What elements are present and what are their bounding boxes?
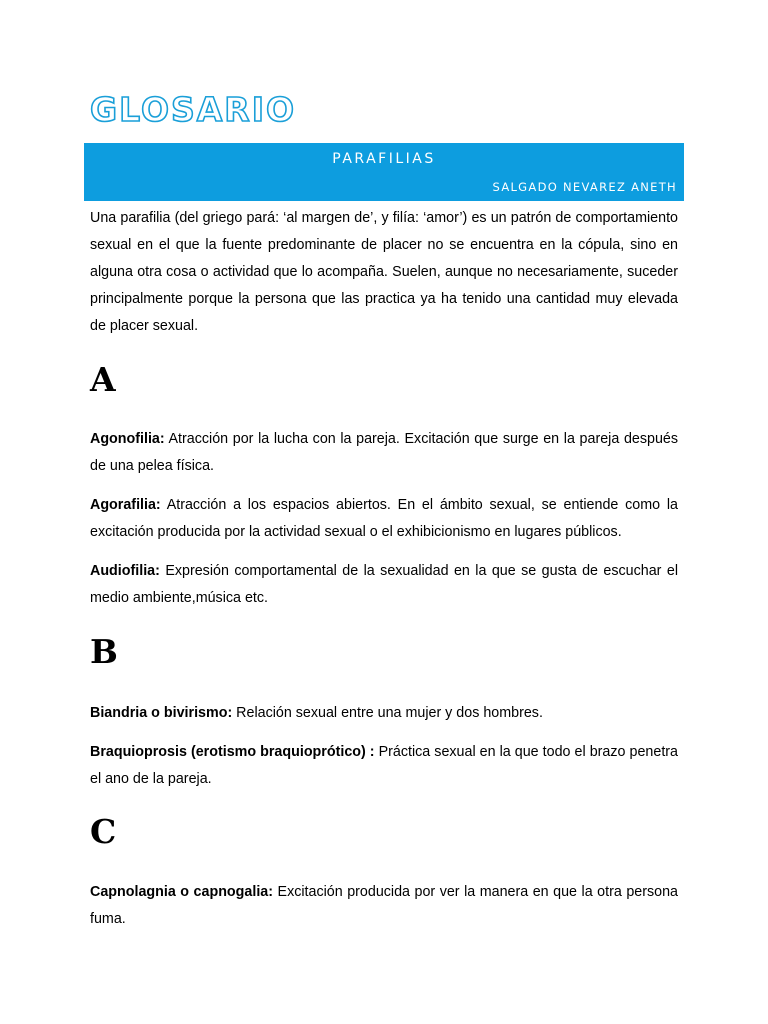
glossary-entry xyxy=(90,558,678,612)
entry-definition: Expresión comportamental de la sexualidad en la que se gusta de escuchar el medio ambiente,música etc. xyxy=(90,563,678,606)
section-letter-b: B xyxy=(90,632,118,671)
document-title: GLOSARIO xyxy=(90,90,297,129)
entry-term: Agonofilia: xyxy=(90,431,165,447)
glossary-entry xyxy=(90,700,678,727)
entry-term: Capnolagnia o capnogalia: xyxy=(90,884,274,900)
entry-definition: Atracción a los espacios abiertos. En el ámbito sexual, se entiende como la excitación producida por la actividad sexual o el exhibicionismo en lugares públicos. xyxy=(90,497,678,540)
entry-definition: Práctica sexual en la que todo el brazo penetra el ano de la pareja. xyxy=(90,744,678,787)
section-letter-c: C xyxy=(90,812,117,851)
entry-term: Agorafilia: xyxy=(90,497,161,513)
banner-title: PARAFILIAS xyxy=(332,151,436,167)
section-letter-a: A xyxy=(90,360,116,399)
intro-paragraph: Una parafilia (del griego pará: ‘al margen de’, y filía: ‘amor’) es un patrón de comportamiento sexual en el que la fuente predominante de placer no se encuentra en la cópula, sino en alguna otra cosa o actividad que lo acompaña. Suelen, aunque no necesariamente, suceder principalmente porque la persona que las practica ya ha tenido una cantidad muy elevada de placer sexual. xyxy=(90,210,678,334)
entry-definition: Atracción por la lucha con la pareja. Excitación que surge en la pareja después de una pelea física. xyxy=(90,431,678,474)
author-name: SALGADO NEVAREZ ANETH xyxy=(492,180,677,194)
entry-term: Audiofilia: xyxy=(90,563,160,579)
entry-definition: Relación sexual entre una mujer y dos hombres. xyxy=(232,705,543,721)
glossary-entry xyxy=(90,492,678,546)
entry-definition: Excitación producida por ver la manera en que la otra persona fuma. xyxy=(90,884,678,927)
glossary-entry xyxy=(90,426,678,480)
header-banner xyxy=(84,143,684,201)
glossary-entry xyxy=(90,879,678,933)
entry-term: Biandria o bivirismo: xyxy=(90,705,233,721)
glossary-entry xyxy=(90,739,678,793)
entry-term: Braquioprosis (erotismo braquioprótico) : xyxy=(90,744,375,760)
